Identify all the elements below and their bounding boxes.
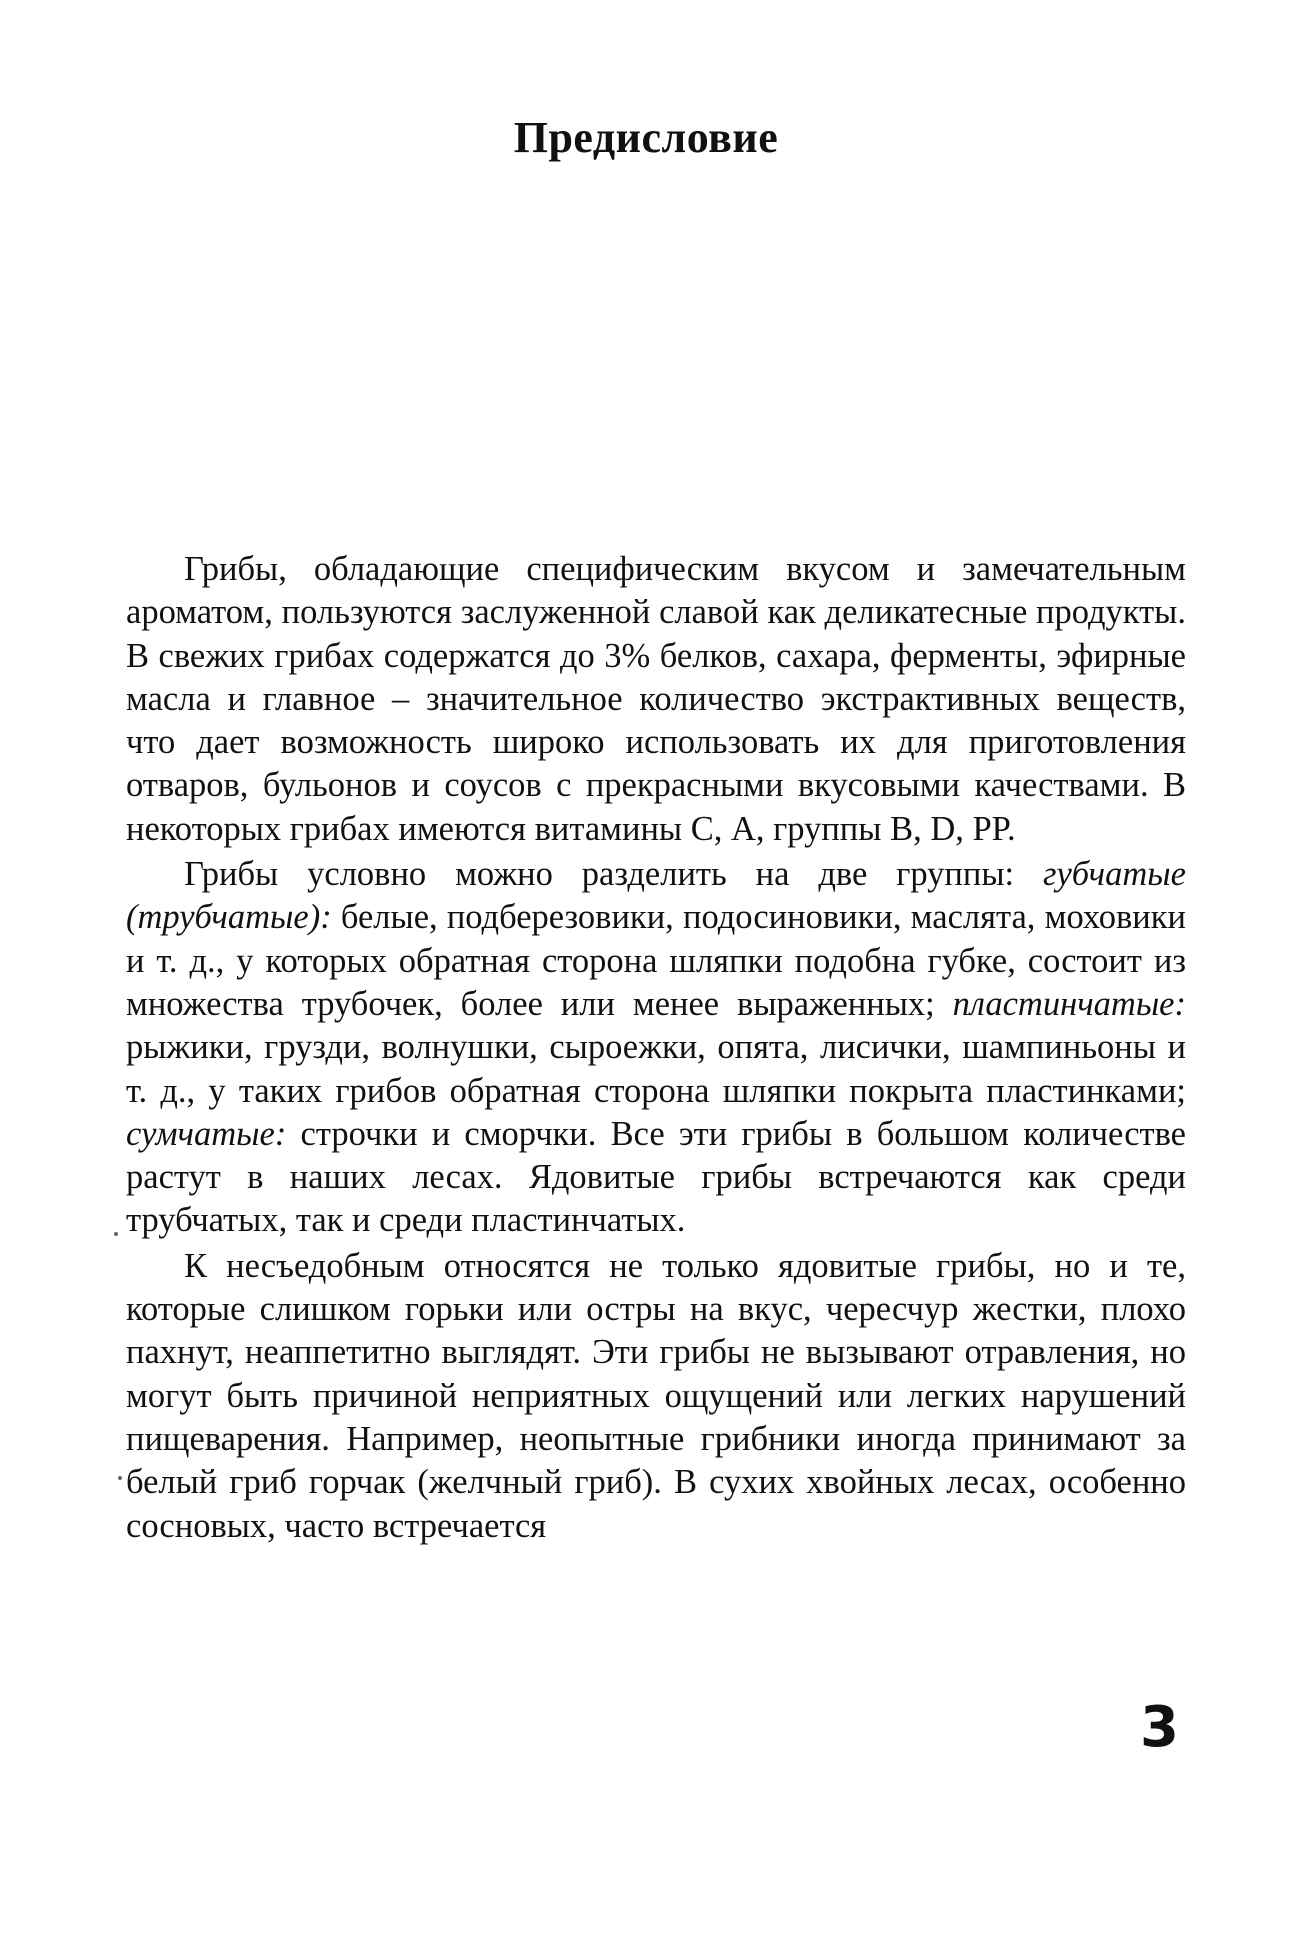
term-marsupial: сумчатые: (126, 1114, 287, 1153)
paragraph-text: белые, подберезовики, подосиновики, маслята, моховики и т. д., у которых обратная сторона шляпки подобна губке, состоит из множества трубочек, более или менее выраженных; (126, 898, 1186, 1023)
page-number: 3 (1140, 1695, 1179, 1760)
paragraph (126, 548, 1186, 851)
paragraph-text: Грибы, обладающие специфическим вкусом и замечательным ароматом, пользуются заслуженной славой как деликатесные продукты. В свежих грибах содержатся до 3% белков, сахара, ферменты, эфирные масла и главное – значительное количество экстрактивных веществ, что дает возможность широко использовать их для приготовления отваров, бульонов и соусов с прекрасными вкусовыми качествами. В некоторых грибах имеются витамины С, А, группы В, D, PP. (126, 550, 1186, 848)
paragraph (126, 853, 1186, 1243)
term-lamellar: пластинчатые: (952, 984, 1186, 1023)
term-tubular: губчатые (трубчатые): (126, 855, 1186, 937)
paragraph-text: К несъедобным относятся не только ядовитые грибы, но и те, которые слишком горьки или остры на вкус, чересчур жестки, плохо пахнут, неаппетитно выглядят. Эти грибы не вызывают отравления, но могут быть причиной неприятных ощущений или легких нарушений пищеварения. Например, неопытные грибники иногда принимают за белый гриб горчак (желчный гриб). В сухих хвойных лесах, особенно сосновых, часто встречается (126, 1246, 1186, 1545)
paragraph-text: Грибы условно можно разделить на две группы: (184, 855, 1044, 894)
page-title: Предисловие (513, 113, 779, 162)
body-text (126, 548, 1186, 1548)
scan-speck (118, 1476, 122, 1480)
paragraph (126, 1245, 1186, 1548)
paragraph-text: строчки и сморчки. Все эти грибы в большом количестве растут в наших лесах. Ядовитые грибы встречаются как среди трубчатых, так и среди пластинчатых. (126, 1114, 1186, 1240)
scan-speck (114, 1232, 118, 1236)
paragraph-text: рыжики, грузди, волнушки, сыроежки, опята, лисички, шампиньоны и т. д., у таких грибов обратная сторона шляпки покрыта пластинками; (126, 1028, 1186, 1110)
